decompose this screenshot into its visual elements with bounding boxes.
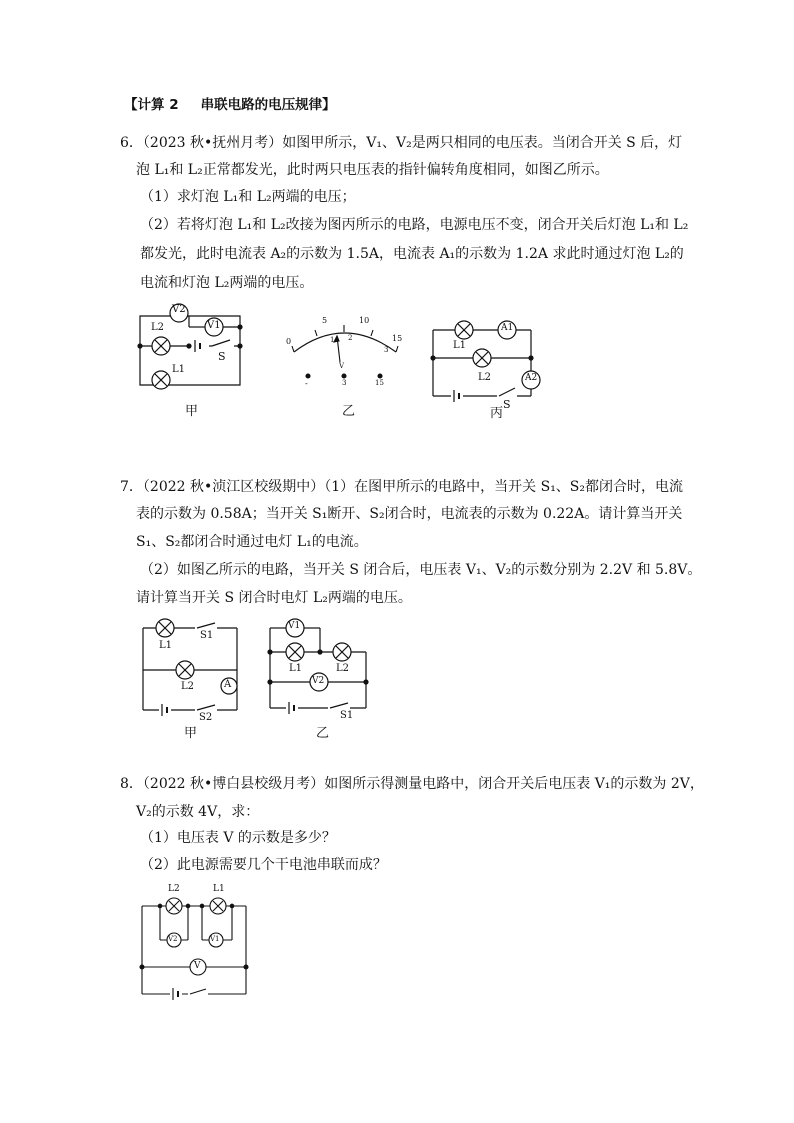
q8-line-1: 8．（2022 秋•博白县校级月考）如图所示得测量电路中，闭合开关后电压表 V₁的示数为 2V， [120, 776, 704, 792]
q6-caption-jia: 甲 [185, 404, 199, 419]
q8-figure [136, 880, 254, 1002]
q6-line-4: （2）若将灯泡 L₁和 L₂改接为图丙所示的电路，电源电压不变，闭合开关后灯泡 L₁和 L₂ [140, 217, 689, 233]
q6-jia-s-label: S [218, 350, 226, 363]
q7-yi-v1-label: V1 [288, 621, 301, 631]
q7-jia-a-label: A [224, 679, 232, 690]
q7-caption-jia: 甲 [184, 726, 198, 741]
meter-unit: V [339, 362, 345, 370]
q8-l2-label: L2 [168, 884, 180, 894]
q8-line-2: V₂的示数 4V，求： [136, 804, 260, 820]
q6-caption-bing: 丙 [490, 406, 504, 421]
meter-top-10: 10 [359, 316, 370, 325]
section-heading: 【计算 2 串联电路的电压规律】 [124, 97, 336, 113]
meter-top-0: 0 [286, 337, 292, 346]
q8-v2-label: V2 [168, 935, 178, 943]
q6-figure-bing [427, 314, 547, 420]
q7-jia-l1-label: L1 [159, 640, 173, 651]
q8-line-4: （2）此电源需要几个干电池串联而成？ [140, 857, 387, 873]
q7-line-5: 请计算当开关 S 闭合时电灯 L₂两端的电压。 [136, 590, 412, 606]
q7-jia-l2-label: L2 [181, 681, 195, 692]
meter-bottom-2: 2 [348, 334, 353, 342]
q8-l1-label: L1 [213, 884, 225, 894]
q6-line-2: 泡 L₁和 L₂正常都发光，此时两只电压表的指针偏转角度相同，如图乙所示。 [136, 162, 609, 178]
q6-bing-l1-label: L1 [453, 340, 467, 351]
q6-bing-a2-label: A2 [525, 373, 538, 383]
q7-jia-s2-label: S2 [199, 712, 213, 723]
meter-terminal-15: 15 [375, 379, 384, 387]
q7-line-1: 7．（2022 秋•浈江区校级期中）（1）在图甲所示的电路中，当开关 S₁、S₂都闭合时，电流 [120, 479, 684, 495]
q8-v1-label: V1 [210, 935, 220, 943]
q7-yi-l2-label: L2 [336, 663, 350, 674]
q7-figure-yi [264, 614, 374, 741]
q7-yi-v2-label: V2 [312, 676, 325, 686]
q6-bing-l2-label: L2 [478, 372, 492, 383]
q6-figure-jia [134, 298, 249, 418]
q6-line-6: 电流和灯泡 L₂两端的电压。 [140, 275, 314, 291]
meter-bottom-3: 3 [384, 346, 389, 354]
q6-bing-a1-label: A1 [501, 323, 514, 333]
q8-line-3: （1）电压表 V 的示数是多少？ [140, 830, 336, 846]
q6-caption-yi: 乙 [342, 404, 356, 419]
q7-line-4: （2）如图乙所示的电路，当开关 S 闭合后，电压表 V₁、V₂的示数分别为 2.2V 和 5.8V。 [140, 562, 702, 578]
meter-terminal-3: 3 [342, 379, 347, 387]
q6-line-3: （1）求灯泡 L₁和 L₂两端的电压； [140, 189, 356, 205]
q7-line-3: S₁、S₂都闭合时通过电灯 L₁的电流。 [136, 534, 368, 550]
q6-line-1: 6．（2023 秋•抚州月考）如图甲所示，V₁、V₂是两只相同的电压表。当闭合开关 S 后，灯 [120, 135, 683, 151]
q7-caption-yi: 乙 [316, 726, 330, 741]
q8-v-label: V [194, 961, 201, 971]
q6-jia-l2-label: L2 [151, 322, 165, 333]
q7-yi-s1-label: S1 [340, 710, 354, 721]
meter-top-5: 5 [322, 316, 328, 325]
q6-line-5: 都发光，此时电流表 A₂的示数为 1.5A，电流表 A₁的示数为 1.2A 求此时通过灯泡 L₂的 [140, 246, 684, 262]
q6-jia-l1-label: L1 [172, 364, 186, 375]
q6-bing-s-label: S [503, 398, 511, 411]
meter-top-15: 15 [392, 334, 403, 343]
q7-line-2: 表的示数为 0.58A；当开关 S₁断开、S₂闭合时，电流表的示数为 0.22A。请计算当开关 [136, 506, 683, 522]
meter-bottom-1: 1 [330, 336, 335, 344]
q7-yi-l1-label: L1 [289, 663, 303, 674]
q7-figure-jia [137, 616, 252, 741]
q7-jia-s1-label: S1 [200, 630, 214, 641]
q6-figure-yi-voltmeter [282, 312, 412, 422]
meter-terminal-minus: - [305, 379, 308, 388]
q6-jia-v1-label: V1 [207, 320, 221, 331]
q6-jia-v2-label: V2 [172, 304, 186, 315]
